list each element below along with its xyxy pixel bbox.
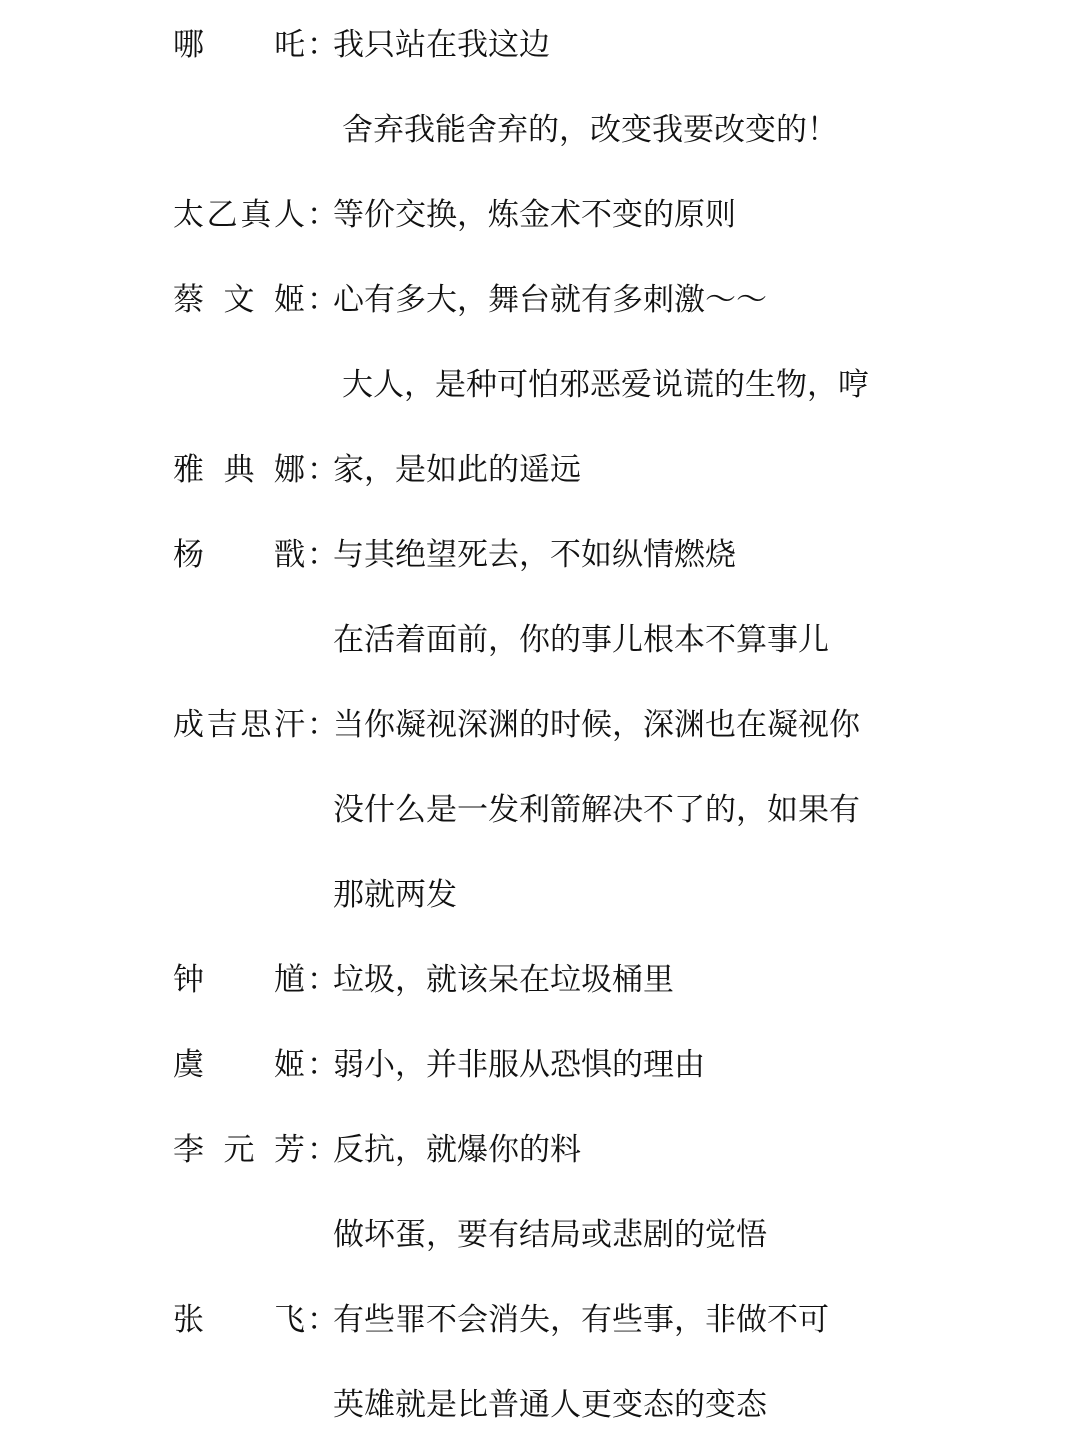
speaker-colon: ： <box>307 452 338 488</box>
speaker-char: 太 <box>173 197 204 233</box>
speaker-char: 钟 <box>173 962 204 998</box>
speaker-name <box>173 190 305 240</box>
speaker-char: 真 <box>240 197 272 233</box>
speaker-char: 姬 <box>274 282 305 318</box>
speaker-char: 李 <box>173 1132 204 1168</box>
quote-text: 心有多大，舞台就有多刺激～～ <box>333 282 767 318</box>
speaker-colon: ： <box>307 1302 338 1338</box>
speaker-colon: ： <box>307 707 338 743</box>
quote-text: 大人，是种可怕邪恶爱说谎的生物，哼 <box>342 367 869 403</box>
speaker-char: 典 <box>223 452 255 488</box>
speaker-char: 馗 <box>274 962 305 998</box>
speaker-colon: ： <box>307 27 338 63</box>
speaker-char: 吒 <box>274 27 305 63</box>
speaker-name <box>173 955 305 1005</box>
speaker-char: 文 <box>223 282 255 318</box>
speaker-char: 吉 <box>206 707 238 743</box>
quote-text: 在活着面前，你的事儿根本不算事儿 <box>333 622 829 658</box>
speaker-char: 蔡 <box>173 282 204 318</box>
quote-text: 我只站在我这边 <box>333 27 550 63</box>
speaker-colon: ： <box>307 197 338 233</box>
speaker-char: 飞 <box>274 1302 305 1338</box>
quote-text: 那就两发 <box>333 877 457 913</box>
quote-text: 有些罪不会消失，有些事，非做不可 <box>333 1302 829 1338</box>
speaker-char: 成 <box>173 707 204 743</box>
speaker-char: 虞 <box>173 1047 204 1083</box>
speaker-colon: ： <box>307 282 338 318</box>
quote-text: 做坏蛋，要有结局或悲剧的觉悟 <box>333 1217 767 1253</box>
speaker-name <box>173 700 305 750</box>
speaker-colon: ： <box>307 537 338 573</box>
speaker-char: 汗 <box>273 707 305 743</box>
speaker-char: 芳 <box>274 1132 305 1168</box>
speaker-name <box>173 445 305 495</box>
speaker-char: 张 <box>173 1302 204 1338</box>
speaker-char: 娜 <box>274 452 305 488</box>
speaker-colon: ： <box>307 1047 338 1083</box>
speaker-name <box>173 275 305 325</box>
quote-text: 与其绝望死去，不如纵情燃烧 <box>333 537 736 573</box>
quote-text: 反抗，就爆你的料 <box>333 1132 581 1168</box>
speaker-colon: ： <box>307 962 338 998</box>
speaker-colon: ： <box>307 1132 338 1168</box>
speaker-name <box>173 530 305 580</box>
speaker-char: 雅 <box>173 452 204 488</box>
speaker-char: 思 <box>240 707 272 743</box>
quote-text: 舍弃我能舍弃的，改变我要改变的！ <box>342 112 838 148</box>
speaker-name <box>173 1295 305 1345</box>
quote-text: 家，是如此的遥远 <box>333 452 581 488</box>
speaker-name <box>173 1125 305 1175</box>
speaker-name <box>173 1040 305 1090</box>
speaker-name <box>173 20 305 70</box>
quote-text: 弱小，并非服从恐惧的理由 <box>333 1047 705 1083</box>
speaker-char: 元 <box>223 1132 255 1168</box>
speaker-char: 戬 <box>274 537 305 573</box>
quote-text: 垃圾，就该呆在垃圾桶里 <box>333 962 674 998</box>
speaker-char: 杨 <box>173 537 204 573</box>
speaker-char: 姬 <box>274 1047 305 1083</box>
speaker-char: 哪 <box>173 27 204 63</box>
speaker-char: 乙 <box>206 197 238 233</box>
quote-text: 当你凝视深渊的时候，深渊也在凝视你 <box>333 707 860 743</box>
quote-text: 英雄就是比普通人更变态的变态 <box>333 1387 767 1423</box>
speaker-char: 人 <box>273 197 305 233</box>
quote-text: 没什么是一发利箭解决不了的，如果有 <box>333 792 860 828</box>
quote-text: 等价交换，炼金术不变的原则 <box>333 197 736 233</box>
